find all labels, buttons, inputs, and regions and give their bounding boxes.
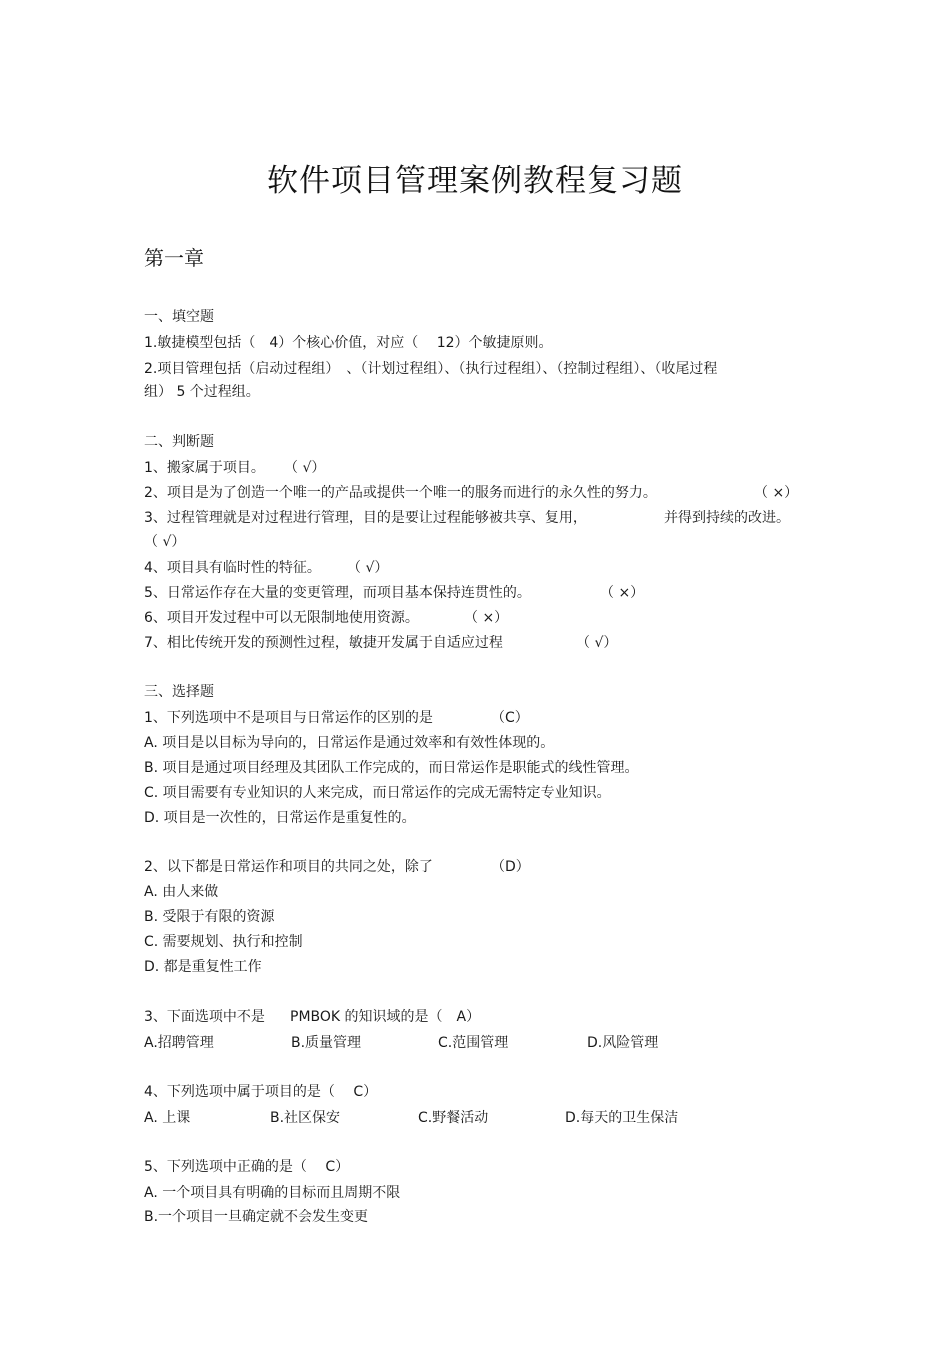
option-a: A.招聘管理 <box>144 1035 214 1051</box>
choice-q2-option-d: D. 都是重复性工作 <box>144 959 262 975</box>
section-heading-choice: 三、选择题 <box>144 684 214 700</box>
question-stem: 3、下面选项中不是 <box>144 1009 265 1025</box>
choice-question-4: 4、下列选项中属于项目的是（ C） <box>144 1084 378 1100</box>
choice-q2-option-b: B. 受限于有限的资源 <box>144 909 275 925</box>
question-text: 5、日常运作存在大量的变更管理，而项目基本保持连贯性的。 <box>144 585 531 601</box>
answer-mark: （ ×） <box>464 610 509 626</box>
judge-question-3-answer: （ √） <box>144 534 186 550</box>
choice-q5-option-b: B.一个项目一旦确定就不会发生变更 <box>144 1209 369 1225</box>
answer-mark: （D） <box>491 859 530 875</box>
answer-mark: （ √） <box>284 460 326 476</box>
question-text: 6、项目开发过程中可以无限制地使用资源。 <box>144 610 419 626</box>
fill-question-2-line-1: 2.项目管理包括（启动过程组） 、（计划过程组）、（执行过程组）、（控制过程组）、（收尾过程 <box>144 361 718 377</box>
section-heading-judge: 二、判断题 <box>144 434 214 450</box>
option-c: C.范围管理 <box>438 1035 509 1051</box>
choice-q2-option-c: C. 需要规划、执行和控制 <box>144 934 303 950</box>
question-text: 4、项目具有临时性的特征。 <box>144 560 321 576</box>
option-c: C.野餐活动 <box>418 1110 489 1126</box>
question-stem: 2、以下都是日常运作和项目的共同之处，除了 <box>144 859 433 875</box>
choice-q1-option-b: B. 项目是通过项目经理及其团队工作完成的，而日常运作是职能式的线性管理。 <box>144 760 639 776</box>
question-text: 2、项目是为了创造一个唯一的产品或提供一个唯一的服务而进行的永久性的努力。 <box>144 485 657 501</box>
question-text: 1、搬家属于项目。 <box>144 460 265 476</box>
option-d: D.风险管理 <box>587 1035 659 1051</box>
question-text-continued: 并得到持续的改进。 <box>664 510 790 526</box>
option-a: A. 上课 <box>144 1110 191 1126</box>
section-heading-fill: 一、填空题 <box>144 309 214 325</box>
answer-mark: （ ×） <box>754 485 799 501</box>
option-b: B.社区保安 <box>270 1110 341 1126</box>
question-text: 3、过程管理就是对过程进行管理，目的是要让过程能够被共享、复用， <box>144 510 587 526</box>
question-stem: 1、下列选项中不是项目与日常运作的区别的是 <box>144 710 433 726</box>
fill-question-2-line-2: 组） 5 个过程组。 <box>144 384 260 400</box>
chapter-heading: 第一章 <box>144 246 204 270</box>
choice-q1-option-a: A. 项目是以目标为导向的，日常运作是通过效率和有效性体现的。 <box>144 735 555 751</box>
choice-q1-option-d: D. 项目是一次性的，日常运作是重复性的。 <box>144 810 416 826</box>
option-d: D.每天的卫生保洁 <box>565 1110 679 1126</box>
answer-mark: （ ×） <box>600 585 645 601</box>
choice-q5-option-a: A. 一个项目具有明确的目标而且周期不限 <box>144 1185 401 1201</box>
option-b: B.质量管理 <box>291 1035 362 1051</box>
fill-question-1: 1.敏捷模型包括（ 4）个核心价值，对应（ 12）个敏捷原则。 <box>144 335 553 351</box>
question-stem-continued: PMBOK 的知识域的是（ A） <box>290 1009 481 1025</box>
document-title: 软件项目管理案例教程复习题 <box>267 163 683 199</box>
answer-mark: （ √） <box>576 635 618 651</box>
choice-q1-option-c: C. 项目需要有专业知识的人来完成，而日常运作的完成无需特定专业知识。 <box>144 785 611 801</box>
answer-mark: （ √） <box>347 560 389 576</box>
answer-mark: （C） <box>491 710 529 726</box>
choice-question-5: 5、下列选项中正确的是（ C） <box>144 1159 350 1175</box>
choice-q2-option-a: A. 由人来做 <box>144 884 219 900</box>
question-text: 7、相比传统开发的预测性过程，敏捷开发属于自适应过程 <box>144 635 503 651</box>
